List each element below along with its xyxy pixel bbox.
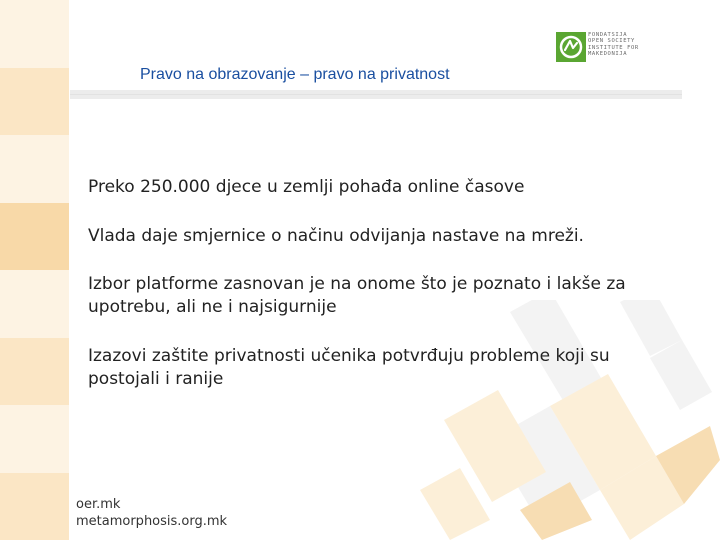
sidebar-block (0, 405, 69, 473)
slide-title: Pravo na obrazovanje – pravo na privatnost (140, 66, 450, 83)
bullet-item: Preko 250.000 djece u zemlji pohađa online časove (88, 177, 525, 197)
sidebar-block (0, 338, 69, 405)
logo-line: OPEN SOCIETY (588, 38, 635, 45)
sidebar-block (0, 203, 69, 270)
background-decoration (420, 300, 720, 540)
slide-footer (76, 496, 227, 530)
sidebar-block (0, 135, 69, 203)
sidebar-block (0, 270, 69, 338)
organization-logo (556, 32, 674, 64)
left-sidebar-decoration (0, 0, 69, 540)
footer-link-metamorphosis[interactable]: metamorphosis.org.mk (76, 514, 228, 529)
bullet-item: Izbor platforme zasnovan je na onome što je poznato i lakše za upotrebu, ali ne i najsigurnije (88, 274, 626, 317)
logo-line: INSTITUTE FOR (588, 44, 639, 51)
title-underline (70, 90, 682, 99)
logo-emblem-icon (556, 32, 586, 62)
footer-link-oer[interactable]: oer.mk (76, 497, 121, 512)
logo-line: FONDATSIJA (588, 32, 628, 38)
sidebar-block (0, 0, 69, 68)
sidebar-block (0, 68, 69, 135)
logo-wordmark (588, 32, 674, 58)
sidebar-block (0, 473, 69, 540)
bullet-item: Vlada daje smjernice o načinu odvijanja nastave na mreži. (88, 226, 584, 246)
bullet-item: Izazovi zaštite privatnosti učenika potvrđuju probleme koji su postojali i ranije (88, 346, 610, 389)
logo-line: MAKEDONIJA (588, 51, 628, 58)
